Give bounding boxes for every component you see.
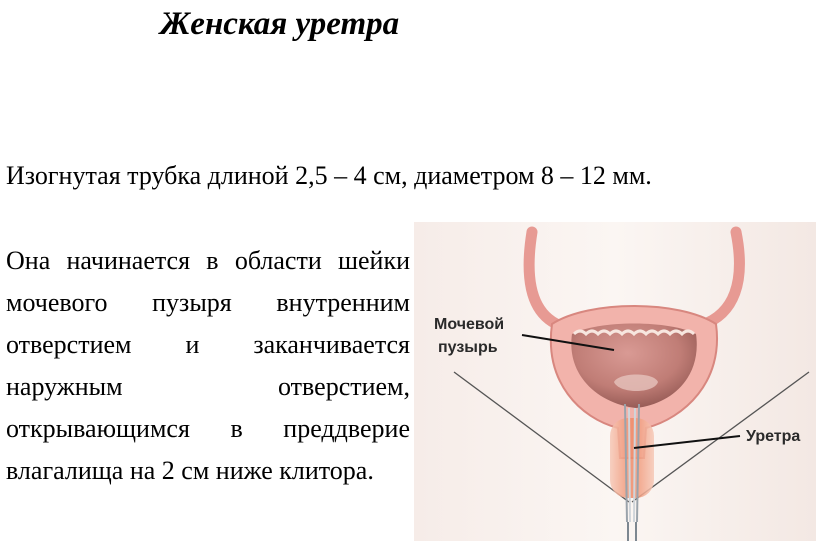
paragraph-definition: Изогнутая трубка длиной 2,5 – 4 см, диаметром 8 – 12 мм.: [6, 161, 652, 190]
label-bladder-line2: пузырь: [438, 339, 498, 356]
paragraph-description: Она начинается в области шейки мочевого пузыря внутренним отверстием и заканчивается наружным отверстием, открывающимся в преддверие влагалища на 2 см ниже клитора.: [6, 246, 410, 485]
slide-title: Женская уретра: [160, 6, 400, 42]
label-urethra: Уретра: [746, 428, 801, 445]
label-bladder-line1: Мочевой: [434, 316, 505, 333]
anatomy-illustration: [414, 222, 816, 541]
urethra-glow: [610, 418, 654, 498]
